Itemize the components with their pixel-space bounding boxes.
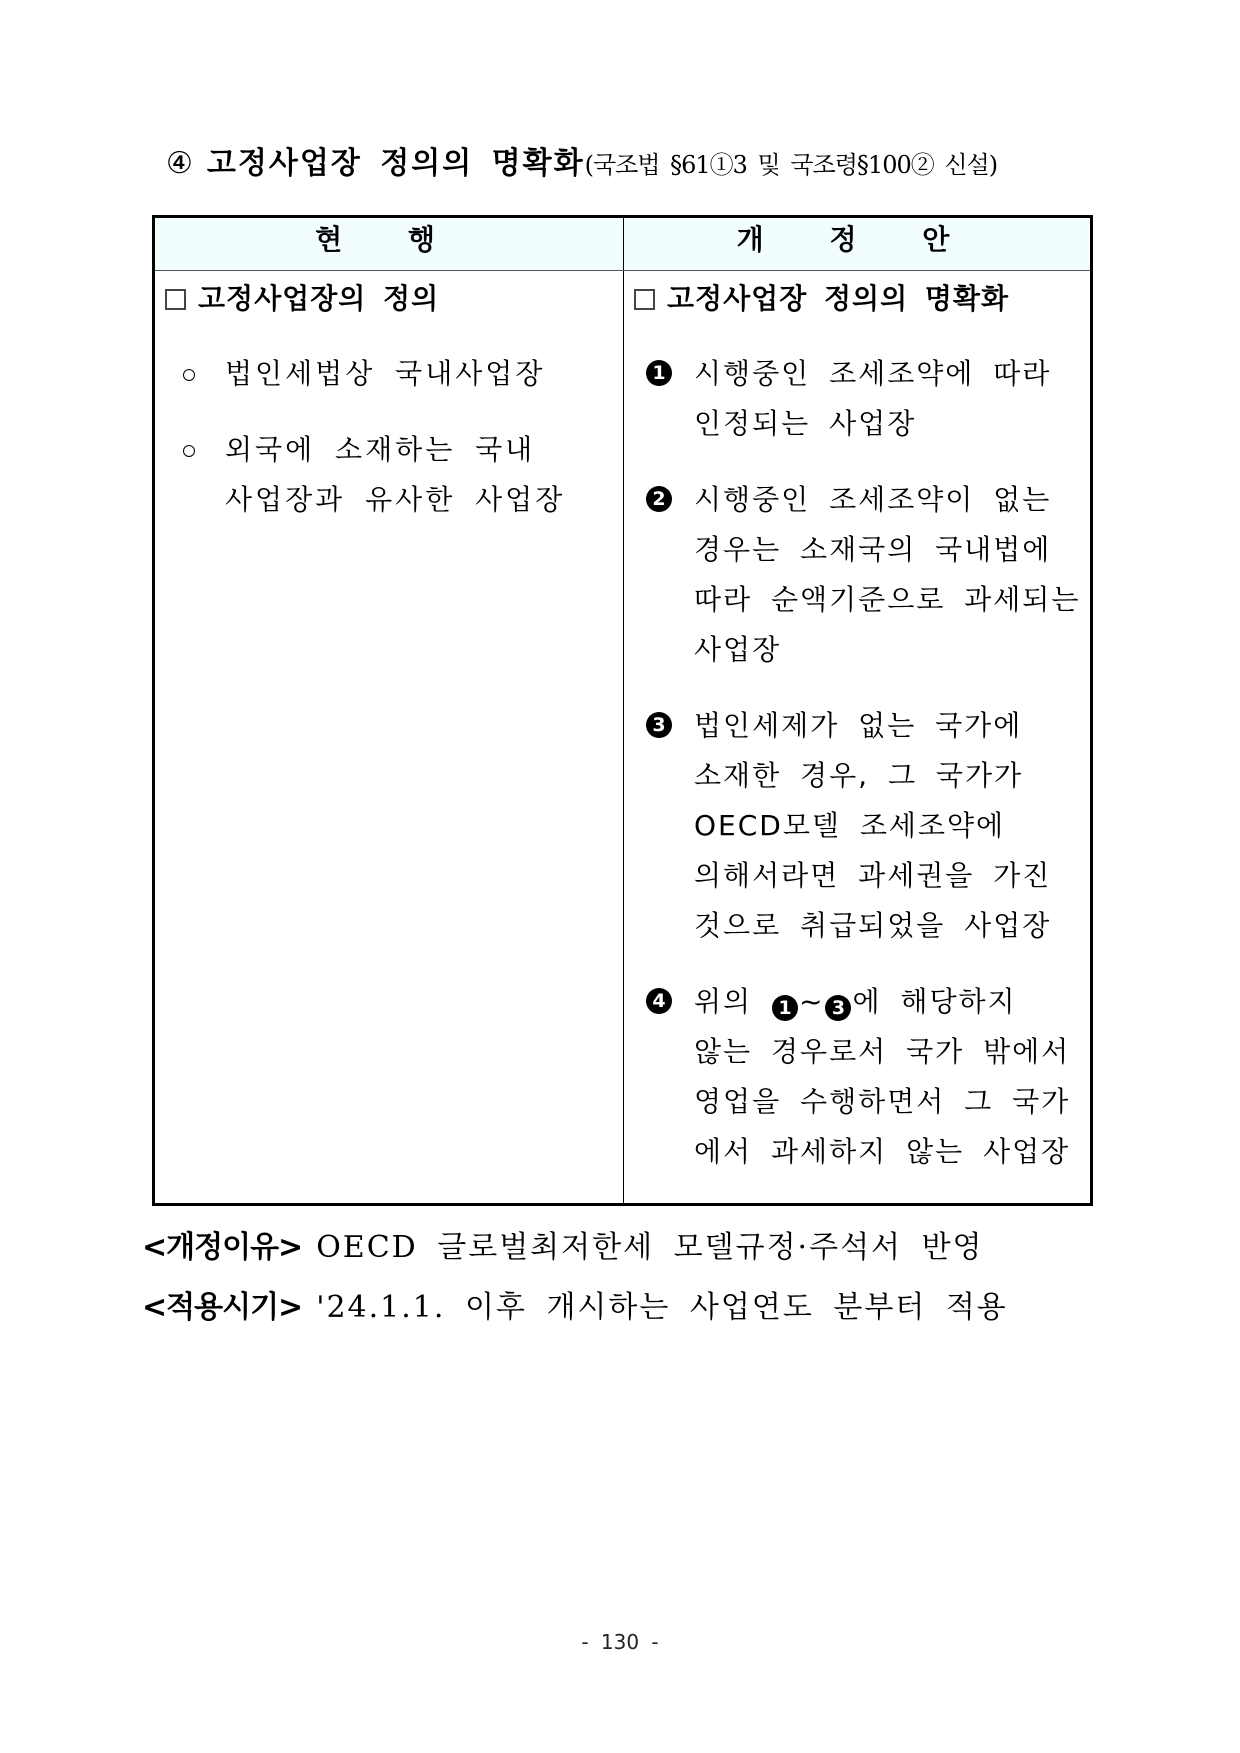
proposed-column (624, 271, 1092, 1205)
item-line: 따라 순액기준으로 과세되는 (694, 583, 1081, 616)
item-line: 의해서라면 과세권을 가진 (694, 859, 1052, 892)
comparison-table (152, 215, 1093, 1206)
item-line: 것으로 취급되었을 사업장 (694, 909, 1052, 942)
list-item (624, 977, 1090, 1177)
revision-reason-tag: <개정이유> (142, 1230, 303, 1265)
item-line: OECD모델 조세조약에 (694, 809, 1006, 842)
number-1-badge-icon: 1 (772, 995, 798, 1021)
circle-bullet-icon (183, 369, 195, 381)
number-4-badge-icon: 4 (646, 988, 672, 1014)
header-proposed: 개 정 안 (624, 217, 1092, 271)
current-items-list (155, 349, 623, 525)
item-line: 경우는 소재국의 국내법에 (694, 533, 1052, 566)
legal-reference: (국조법 §61①3 및 국조령§100② 신설) (584, 151, 998, 179)
number-3-badge-icon: 3 (646, 712, 672, 738)
item-line: 영업을 수행하면서 그 국가 (694, 1085, 1071, 1118)
section-title (166, 144, 997, 185)
item-line: 외국에 소재하는 국내 (225, 433, 536, 466)
item-line: 소재한 경우, 그 국가가 (694, 759, 1024, 792)
item-line: 않는 경우로서 국가 밖에서 (694, 1035, 1071, 1068)
section-heading: 고정사업장 정의의 명확화 (206, 146, 585, 181)
effective-date-tag: <적용시기> (142, 1290, 303, 1325)
item-line: 에서 과세하지 않는 사업장 (694, 1135, 1071, 1168)
page-number: - 130 - (581, 1630, 659, 1654)
item-line-prefix: 위의 (694, 985, 771, 1018)
range-separator: ~ (799, 985, 825, 1018)
list-item (624, 701, 1090, 951)
revision-reason-note (142, 1226, 984, 1270)
current-heading-text: 고정사업장의 정의 (198, 282, 440, 315)
proposed-heading-text: 고정사업장 정의의 명확화 (667, 282, 1010, 315)
item-line: 사업장과 유사한 사업장 (225, 483, 566, 516)
list-item (155, 425, 623, 525)
table-body-row (154, 271, 1092, 1205)
proposed-items-list (624, 349, 1090, 1177)
effective-date-note (142, 1286, 1008, 1330)
table-header-row (154, 217, 1092, 271)
list-item (624, 349, 1090, 449)
circle-bullet-icon (183, 445, 195, 457)
item-line: 인정되는 사업장 (694, 407, 917, 440)
effective-date-text: '24.1.1. 이후 개시하는 사업연도 분부터 적용 (316, 1290, 1008, 1325)
header-current: 현 행 (154, 217, 624, 271)
number-2-badge-icon: 2 (646, 486, 672, 512)
number-3-badge-icon: 3 (825, 995, 851, 1021)
item-line: 사업장 (694, 633, 782, 666)
item-line: 법인세법상 국내사업장 (225, 357, 546, 390)
section-number: ④ (166, 146, 193, 181)
list-item (155, 349, 623, 399)
square-bullet-icon (634, 289, 655, 310)
item-line (694, 977, 1090, 1027)
item-line-suffix: 에 해당하지 (852, 985, 1017, 1018)
square-bullet-icon (165, 289, 186, 310)
list-item (624, 475, 1090, 675)
revision-reason-text: OECD 글로벌최저한세 모델규정·주석서 반영 (316, 1230, 984, 1265)
proposed-heading (634, 271, 1090, 327)
number-1-badge-icon: 1 (646, 360, 672, 386)
item-line: 시행중인 조세조약에 따라 (694, 357, 1052, 390)
item-line: 법인세제가 없는 국가에 (694, 709, 1023, 742)
item-line: 시행중인 조세조약이 없는 (694, 483, 1052, 516)
current-heading (165, 271, 623, 327)
current-column (154, 271, 624, 1205)
